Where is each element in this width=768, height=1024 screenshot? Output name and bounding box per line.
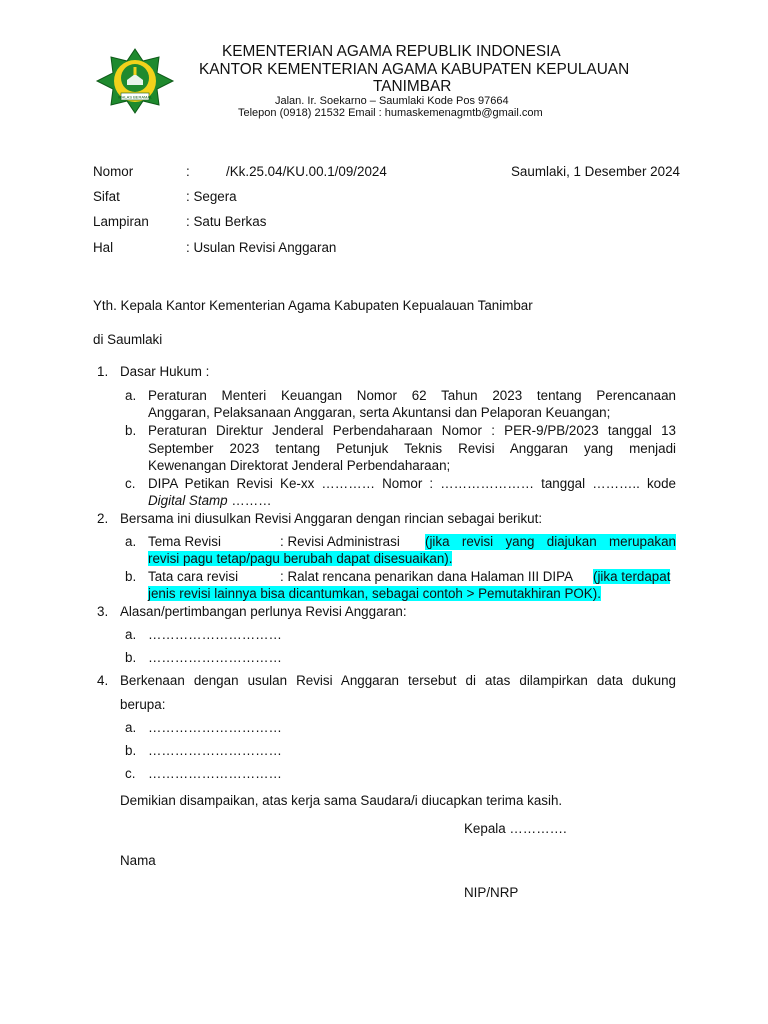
- kemenag-logo: [93, 47, 177, 115]
- item-2b-note1-wrap: [593, 569, 670, 585]
- item-1a-line2: Anggaran, Pelaksanaan Anggaran, serta Akuntansi dan Pelaporan Keuangan;: [148, 405, 611, 420]
- item-2a-value: : Revisi Administrasi: [280, 534, 400, 549]
- letterhead-contact: Telepon (0918) 21532 Email : humaskemenagmtb@gmail.com: [238, 107, 543, 119]
- item-2b-label: Tata cara revisi: [148, 569, 239, 584]
- nomor-label: Nomor: [93, 164, 134, 179]
- section-1-number: 1.: [97, 364, 109, 379]
- item-1c-line2-rest: ………: [227, 493, 272, 508]
- nomor-value: /Kk.25.04/KU.00.1/09/2024: [226, 164, 387, 179]
- letterhead-region: TANIMBAR: [373, 78, 452, 95]
- letter-date: Saumlaki, 1 Desember 2024: [511, 164, 680, 179]
- item-3a-blank: …………………………: [148, 627, 282, 642]
- signature-title: Kepala ………….: [464, 821, 567, 836]
- item-2b-note2: jenis revisi lainnya bisa dicantumkan, sebagai contoh > Pemutakhiran POK).: [148, 586, 601, 601]
- logo-ribbon-text: IKHLAS BERAMAL: [117, 94, 153, 100]
- section-3-title: Alasan/pertimbangan perlunya Revisi Anggaran:: [120, 604, 407, 619]
- letterhead-address: Jalan. Ir. Soekarno – Saumlaki Kode Pos 97664: [275, 95, 509, 107]
- item-1b-line1-wrap: [148, 423, 676, 439]
- closing-sentence: Demikian disampaikan, atas kerja sama Saudara/i diucapkan terima kasih.: [120, 793, 563, 808]
- recipient-yth: Yth. Kepala Kantor Kementerian Agama Kabupaten Kepualauan Tanimbar: [93, 298, 533, 313]
- item-1c-marker: c.: [125, 476, 136, 491]
- item-2a-note2-wrap: [148, 551, 452, 567]
- item-3b-marker: b.: [125, 650, 137, 665]
- item-2b-marker: b.: [125, 569, 137, 584]
- item-4b-marker: b.: [125, 743, 137, 758]
- item-2b-note2-wrap: [148, 586, 601, 602]
- lampiran-label: Lampiran: [93, 214, 149, 229]
- item-4a-marker: a.: [125, 720, 137, 735]
- sifat-label: Sifat: [93, 189, 120, 204]
- section-3-number: 3.: [97, 604, 109, 619]
- item-1b-marker: b.: [125, 423, 137, 438]
- section-2-number: 2.: [97, 511, 109, 526]
- item-1c-line1: DIPA Petikan Revisi Ke-xx ………… Nomor : ………………… tanggal ……….. kode: [148, 476, 676, 491]
- item-2a-note1: (jika revisi yang diajukan merupakan: [425, 534, 676, 549]
- item-1c-line2: [148, 493, 272, 509]
- item-4c-marker: c.: [125, 766, 136, 781]
- item-4a-blank: …………………………: [148, 720, 282, 735]
- item-1b-line2-wrap: [148, 441, 676, 457]
- letterhead-office: KANTOR KEMENTERIAN AGAMA KABUPATEN KEPULAUAN: [199, 61, 630, 78]
- section-4-line1: Berkenaan dengan usulan Revisi Anggaran tersebut di atas dilampirkan data dukung: [120, 673, 676, 688]
- section-2-title: Bersama ini diusulkan Revisi Anggaran dengan rincian sebagai berikut:: [120, 511, 543, 526]
- item-2a-marker: a.: [125, 534, 137, 549]
- item-1b-line3: Kewenangan Direktorat Jenderal Perbendaharaan;: [148, 458, 451, 473]
- item-1a-marker: a.: [125, 388, 137, 403]
- section-4-line2: berupa:: [120, 697, 166, 712]
- digital-stamp-text: Digital Stamp: [148, 493, 228, 508]
- item-4c-blank: …………………………: [148, 766, 282, 781]
- section-1-title: Dasar Hukum :: [120, 364, 210, 379]
- section-4-number: 4.: [97, 673, 109, 688]
- item-2a-note2: revisi pagu tetap/pagu berubah dapat disesuaikan).: [148, 551, 453, 566]
- letterhead-ministry: KEMENTERIAN AGAMA REPUBLIK INDONESIA: [222, 43, 561, 60]
- item-2b-value: : Ralat rencana penarikan dana Halaman III DIPA: [280, 569, 574, 584]
- recipient-place: di Saumlaki: [93, 332, 163, 347]
- item-1a-line1: Peraturan Menteri Keuangan Nomor 62 Tahun 2023 tentang Perencanaan: [148, 388, 676, 403]
- item-2a-note1-wrap: [425, 534, 676, 550]
- signature-nip: NIP/NRP: [464, 885, 519, 900]
- item-4b-blank: …………………………: [148, 743, 282, 758]
- hal-value: : Usulan Revisi Anggaran: [186, 240, 337, 255]
- item-3a-marker: a.: [125, 627, 137, 642]
- item-3b-blank: …………………………: [148, 650, 282, 665]
- sifat-value: : Segera: [186, 189, 237, 204]
- nomor-separator: :: [186, 164, 190, 179]
- item-2b-note1: (jika terdapat: [593, 569, 671, 584]
- signature-name: Nama: [120, 853, 156, 868]
- item-1a-line1-wrap: [148, 388, 676, 404]
- item-2a-label: Tema Revisi: [148, 534, 221, 549]
- section-4-line1-wrap: [120, 673, 676, 689]
- item-1b-line1: Peraturan Direktur Jenderal Perbendaharaan Nomor : PER-9/PB/2023 tanggal 13: [148, 423, 676, 438]
- item-1b-line2: September 2023 tentang Petunjuk Teknis Revisi Anggaran yang menjadi: [148, 441, 676, 456]
- lampiran-value: : Satu Berkas: [186, 214, 267, 229]
- hal-label: Hal: [93, 240, 114, 255]
- item-1c-line1-wrap: [148, 476, 676, 492]
